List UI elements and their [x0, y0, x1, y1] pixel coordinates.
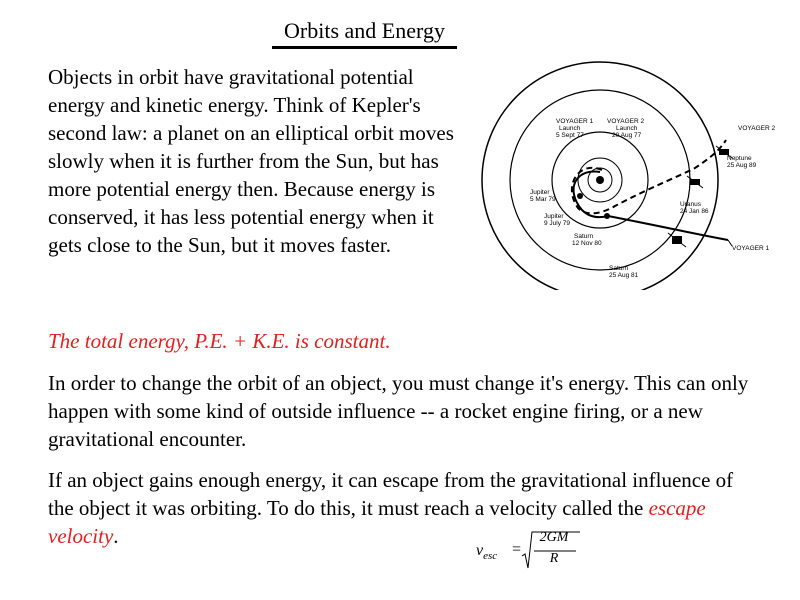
voyager1-spacecraft-icon — [668, 233, 686, 247]
formula-subscript: esc — [483, 550, 498, 563]
formula-lhs: $v_{esc}$ — [476, 542, 498, 563]
saturn-marker — [604, 213, 610, 219]
voyager-trajectory-diagram — [470, 60, 792, 290]
jupiter-marker — [577, 193, 583, 199]
formula-numerator: 2GM — [539, 530, 569, 545]
saturn2-name: Saturn — [609, 265, 629, 272]
neptune-name: Neptune — [727, 155, 752, 162]
uranus-name: Uranus — [680, 201, 701, 208]
total-energy-statement: The total energy, P.E. + K.E. is constant. — [48, 329, 391, 353]
voyager2-trajectory — [572, 140, 726, 213]
sun-icon — [596, 176, 604, 184]
v1-launch-line2: Launch — [559, 125, 581, 132]
saturn1-name: Saturn — [574, 233, 594, 240]
escape-velocity-term: escape velocity — [48, 496, 706, 548]
jupiter2-name: Jupiter — [544, 213, 564, 220]
escape-velocity-formula — [476, 528, 586, 572]
v1-launch-line3: 5 Sept 77 — [556, 132, 584, 139]
v1-launch-line1: VOYAGER 1 — [556, 118, 594, 125]
jupiter1-name: Jupiter — [530, 189, 550, 196]
formula-equals: = — [512, 541, 522, 558]
paragraph-escape-velocity — [48, 466, 763, 550]
jupiter2-date: 9 July 79 — [544, 220, 571, 227]
formula-denominator: R — [549, 551, 559, 566]
v2-launch-line2: Launch — [616, 125, 638, 132]
paragraph-orbital-energy: Objects in orbit have gravitational potential energy and kinetic energy. Think of Kepler's second law: a planet on an elliptical orbit moves slowly when it is further from the Sun, but has more potential energy then. Because energy is conserved, it has less potential energy when it gets close to the Sun, but it moves faster. — [48, 65, 454, 257]
uranus-date: 24 Jan 86 — [680, 208, 709, 215]
escape-text: If an object gains enough energy, it can escape from the gravitational influence of the object it was orbiting. To do this, it must reach a velocity called the — [48, 468, 734, 520]
saturn1-date: 12 Nov 80 — [572, 240, 602, 247]
v2-launch-line1: VOYAGER 2 — [607, 118, 645, 125]
saturn2-date: 25 Aug 81 — [609, 272, 639, 279]
voyager1-label: VOYAGER 1 — [732, 245, 770, 252]
paragraph-changing-orbit: In order to change the orbit of an object, you must change it's energy. This can only happen with some kind of outside influence -- a rocket engine firing, or a new gravitational encounter. — [48, 371, 749, 451]
v2-launch-line3: 20 Aug 77 — [612, 132, 642, 139]
page-title: Orbits and Energy — [272, 16, 457, 49]
neptune-date: 25 Aug 89 — [727, 162, 757, 169]
jupiter1-date: 5 Mar 79 — [530, 196, 556, 203]
escape-text-end: . — [113, 524, 119, 548]
voyager2-label: VOYAGER 2 — [738, 125, 776, 132]
